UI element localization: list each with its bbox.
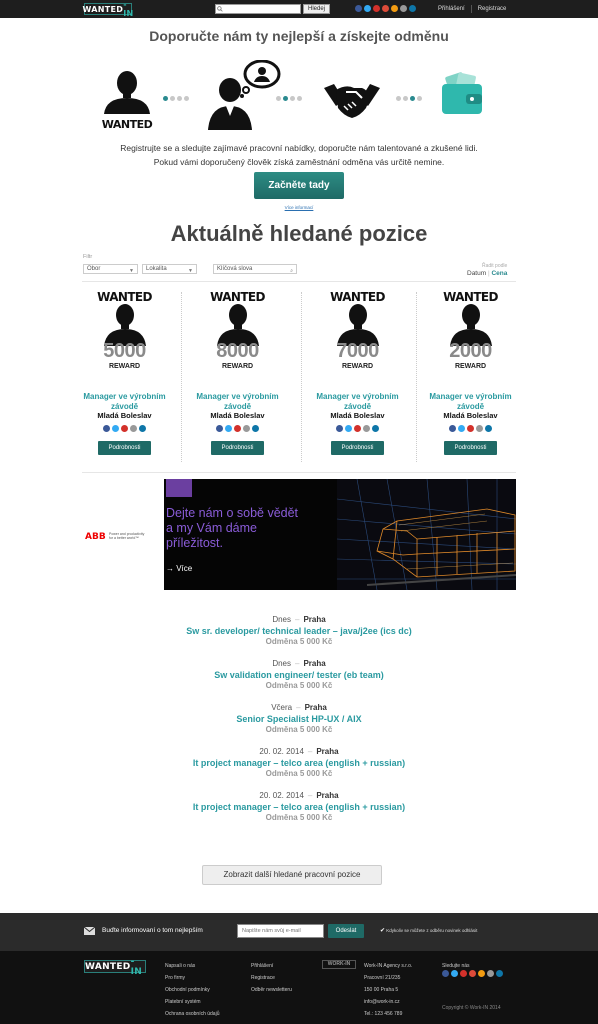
linkedin-icon[interactable]: [139, 425, 146, 432]
card-reward-amount: 2000: [449, 340, 492, 362]
field-select[interactable]: [83, 264, 138, 274]
job-item: [0, 659, 598, 691]
card-wanted-word: WANTED: [443, 290, 498, 304]
position-card: [300, 290, 415, 462]
mail-icon[interactable]: [130, 425, 137, 432]
job-date: 20. 02. 2014: [259, 791, 304, 800]
newsletter-bar: [0, 913, 598, 951]
job-item: [0, 747, 598, 779]
job-title-link[interactable]: Sw validation engineer/ tester (eb team): [214, 670, 384, 680]
handshake-icon: [322, 78, 382, 122]
intro-text: [60, 141, 538, 169]
chevron-down-icon: ▼: [129, 268, 134, 274]
linkedin-icon[interactable]: [496, 970, 503, 977]
rss-icon[interactable]: [391, 5, 398, 12]
linkedin-icon[interactable]: [252, 425, 259, 432]
check-icon: ✔: [380, 928, 386, 934]
newsletter-email-input[interactable]: [237, 924, 324, 938]
banner-headline-2: a my Vám dáme: [166, 521, 258, 535]
card-details-button[interactable]: Podrobnosti: [211, 441, 264, 455]
mail-icon[interactable]: [243, 425, 250, 432]
work-in-logo: WORK-IN: [322, 960, 356, 969]
banner-headline: [166, 506, 336, 551]
card-city: Mladá Boleslav: [97, 411, 152, 420]
newsletter-note-text: Kdykoliv se můžete z odběru novinek odhlásit: [386, 928, 478, 933]
card-job-title[interactable]: Manager ve výrobním závodě: [316, 392, 399, 411]
footer-contact-line: Work-IN Agency s.r.o.: [364, 963, 413, 969]
job-city: Praha: [316, 747, 339, 756]
footer-contact: [364, 960, 412, 1020]
footer-logo[interactable]: [84, 956, 146, 977]
card-share-icons: [87, 425, 162, 432]
envelope-icon: [84, 927, 95, 935]
wallet-icon: [440, 72, 484, 116]
job-city: Praha: [304, 703, 327, 712]
card-city: Mladá Boleslav: [330, 411, 385, 420]
twitter-icon[interactable]: [112, 425, 119, 432]
twitter-icon[interactable]: [364, 5, 371, 12]
more-info-link[interactable]: Více informací: [284, 205, 314, 210]
logo-main: WANTED: [82, 4, 124, 14]
job-title-link[interactable]: Senior Specialist HP-UX / AIX: [236, 714, 362, 724]
card-details-button[interactable]: Podrobnosti: [98, 441, 151, 455]
field-select-value: Obor: [87, 266, 101, 272]
facebook-icon[interactable]: [216, 425, 223, 432]
card-wanted-word: WANTED: [97, 290, 152, 304]
search-box[interactable]: [215, 4, 301, 14]
position-card: [67, 290, 182, 462]
mail-icon[interactable]: [363, 425, 370, 432]
cards-divider: [82, 472, 516, 473]
facebook-icon[interactable]: [355, 5, 362, 12]
footer-contact-line: info@work-in.cz: [364, 999, 400, 1005]
job-reward: Odměna 5 000 Kč: [265, 769, 333, 778]
card-reward-label: REWARD: [341, 363, 374, 370]
job-city: Praha: [303, 615, 326, 624]
card-reward-amount: 7000: [336, 340, 379, 362]
top-social-icons: [355, 5, 416, 12]
youtube-icon[interactable]: [373, 5, 380, 12]
footer-links-1: [165, 960, 219, 1020]
twitter-icon[interactable]: [345, 425, 352, 432]
job-title-link[interactable]: It project manager – telco area (english + russian): [192, 802, 406, 812]
sort-date[interactable]: Datum: [467, 270, 487, 277]
footer-link[interactable]: Pro firmy: [165, 975, 185, 981]
newsletter-note: [380, 927, 477, 934]
google-plus-icon[interactable]: [121, 425, 128, 432]
newsletter-send-button[interactable]: Odeslat: [328, 924, 364, 938]
intro-text-line1: Registrujte se a sledujte zajímavé pracovní nabídky, doporučte nám talentované a zkušené lidi.: [120, 143, 478, 153]
logo-dash: -IN: [123, 0, 134, 18]
footer-logo-main: WANTED: [85, 961, 131, 972]
job-city: Praha: [303, 659, 326, 668]
card-share-icons: [433, 425, 508, 432]
intro-wanted-word: WANTED: [101, 118, 153, 131]
card-city: Mladá Boleslav: [443, 411, 498, 420]
copyright: Copyright © Work-IN 2014: [442, 1005, 501, 1011]
show-more-jobs-button[interactable]: Zobrazit další hledané pracovní pozice: [202, 865, 382, 885]
mail-icon[interactable]: [400, 5, 407, 12]
youtube-icon[interactable]: [460, 970, 467, 977]
mail-icon[interactable]: [487, 970, 494, 977]
job-dash: –: [296, 703, 301, 712]
chevron-down-icon: ▼: [188, 268, 193, 274]
google-plus-icon[interactable]: [354, 425, 361, 432]
footer-link[interactable]: Odběr newsletteru: [251, 987, 292, 993]
job-item: [0, 703, 598, 735]
top-bar: [0, 0, 598, 18]
card-details-button[interactable]: Podrobnosti: [444, 441, 497, 455]
job-dash: –: [295, 659, 300, 668]
card-reward-label: REWARD: [454, 363, 487, 370]
facebook-icon[interactable]: [336, 425, 343, 432]
job-meta: [0, 747, 598, 757]
card-share-icons: [320, 425, 395, 432]
sort-separator: |: [487, 270, 490, 277]
google-plus-icon[interactable]: [467, 425, 474, 432]
keywords-placeholder: Klíčová slova: [217, 266, 253, 272]
follow-label: Sledujte nás: [442, 963, 470, 969]
job-meta: [0, 791, 598, 801]
mail-icon[interactable]: [476, 425, 483, 432]
abb-banner[interactable]: [82, 479, 516, 590]
location-select-value: Lokalita: [146, 266, 167, 272]
card-share-icons: [200, 425, 275, 432]
login-link[interactable]: Přihlášení: [438, 6, 465, 12]
sort-price[interactable]: Cena: [491, 270, 508, 277]
footer-link[interactable]: Přihlášení: [251, 963, 274, 969]
start-here-button[interactable]: Začněte tady: [254, 172, 344, 199]
filter-divider: [82, 281, 516, 282]
site-logo[interactable]: [82, 0, 134, 18]
google-plus-icon[interactable]: [469, 970, 476, 977]
footer-link[interactable]: Ochrana osobních údajů: [165, 1011, 220, 1017]
banner-accent: [166, 479, 192, 497]
job-title-link[interactable]: It project manager – telco area (english + russian): [192, 758, 406, 768]
footer-link[interactable]: Obchodní podmínky: [165, 987, 210, 993]
card-reward-label: REWARD: [108, 363, 141, 370]
search-icon: [217, 6, 223, 12]
linkedin-icon[interactable]: [372, 425, 379, 432]
footer-social-icons: [442, 970, 503, 977]
job-date: 20. 02. 2014: [259, 747, 304, 756]
footer-link[interactable]: Registrace: [251, 975, 275, 981]
top-link-separator: [471, 5, 472, 13]
job-item: [0, 791, 598, 823]
newsletter-label: Buďte informovaní o tom nejlepším: [102, 927, 203, 934]
google-plus-icon[interactable]: [234, 425, 241, 432]
facebook-icon[interactable]: [442, 970, 449, 977]
search-input[interactable]: [225, 5, 300, 13]
step-dots-2: [276, 96, 302, 101]
job-item: [0, 615, 598, 647]
job-meta: [0, 615, 598, 625]
banner-headline-1: Dejte nám o sobě vědět: [166, 506, 299, 520]
footer: [0, 951, 598, 1024]
card-details-button[interactable]: Podrobnosti: [331, 441, 384, 455]
card-city: Mladá Boleslav: [210, 411, 265, 420]
card-job-title[interactable]: Manager ve výrobním závodě: [83, 392, 166, 411]
steps-illustration: [96, 60, 496, 132]
wanted-person-icon: [98, 70, 156, 122]
position-card: [413, 290, 528, 462]
job-city: Praha: [316, 791, 339, 800]
footer-contact-line: Pracovní 21/235: [364, 975, 401, 981]
job-date: Dnes: [272, 659, 291, 668]
sort-options: [467, 270, 507, 277]
linkedin-icon[interactable]: [485, 425, 492, 432]
recommend-heading: Doporučte nám ty nejlepší a získejte odměnu: [149, 28, 449, 44]
twitter-icon[interactable]: [458, 425, 465, 432]
top-links: [432, 0, 512, 18]
facebook-icon[interactable]: [449, 425, 456, 432]
sort-label: Řadit podle: [482, 263, 508, 269]
filter-label: Filtr: [83, 254, 93, 260]
step-dots-3: [396, 96, 422, 101]
job-reward: Odměna 5 000 Kč: [265, 637, 333, 646]
positions-heading: Aktuálně hledané pozice: [170, 221, 428, 246]
footer-link[interactable]: Napsali o nás: [165, 963, 196, 969]
card-wanted-word: WANTED: [330, 290, 385, 304]
job-title-link[interactable]: Sw sr. developer/ technical leader – java/j2ee (ics dc): [186, 626, 412, 636]
step-dots-1: [163, 96, 189, 101]
banner-more-link[interactable]: → Více: [166, 564, 193, 573]
card-reward-label: REWARD: [221, 363, 254, 370]
card-reward-amount: 5000: [103, 340, 146, 362]
job-dash: –: [295, 615, 300, 624]
linkedin-icon[interactable]: [409, 5, 416, 12]
banner-headline-3: příležitost.: [166, 536, 223, 550]
facebook-icon[interactable]: [103, 425, 110, 432]
card-job-title[interactable]: Manager ve výrobním závodě: [196, 392, 279, 411]
job-date: Dnes: [272, 615, 291, 624]
job-reward: Odměna 5 000 Kč: [265, 813, 333, 822]
job-dash: –: [307, 747, 313, 756]
keywords-input[interactable]: [213, 264, 297, 274]
job-reward: Odměna 5 000 Kč: [265, 681, 333, 690]
footer-link[interactable]: Platební systém: [165, 999, 201, 1005]
job-date: Včera: [271, 703, 293, 712]
job-reward: Odměna 5 000 Kč: [265, 725, 333, 734]
card-job-title[interactable]: Manager ve výrobním závodě: [429, 392, 512, 411]
train-image: [337, 479, 516, 590]
footer-links-2: [251, 960, 292, 996]
abb-tagline: Power and productivity for a better world™: [109, 532, 145, 540]
job-meta: [0, 703, 598, 713]
abb-logo: ABB: [85, 532, 106, 542]
search-icon: ⌕: [290, 268, 293, 274]
location-select[interactable]: [142, 264, 197, 274]
footer-contact-line: 150 00 Praha 5: [364, 987, 399, 993]
job-meta: [0, 659, 598, 669]
job-dash: –: [307, 791, 313, 800]
position-card: [180, 290, 295, 462]
search-button[interactable]: Hledej: [303, 4, 330, 14]
card-wanted-word: WANTED: [210, 290, 265, 304]
twitter-icon[interactable]: [451, 970, 458, 977]
thought-person-icon: [206, 60, 284, 130]
twitter-icon[interactable]: [225, 425, 232, 432]
footer-contact-line: Tel.: 123 456 789: [364, 1011, 403, 1017]
card-reward-amount: 8000: [216, 340, 259, 362]
register-link[interactable]: Registrace: [477, 6, 507, 12]
rss-icon[interactable]: [478, 970, 485, 977]
intro-text-line2: Pokud vámi doporučený člověk získá zaměstnání odměna vás určitě nemine.: [153, 157, 445, 167]
google-plus-icon[interactable]: [382, 5, 389, 12]
footer-logo-dash: -IN: [130, 956, 143, 977]
